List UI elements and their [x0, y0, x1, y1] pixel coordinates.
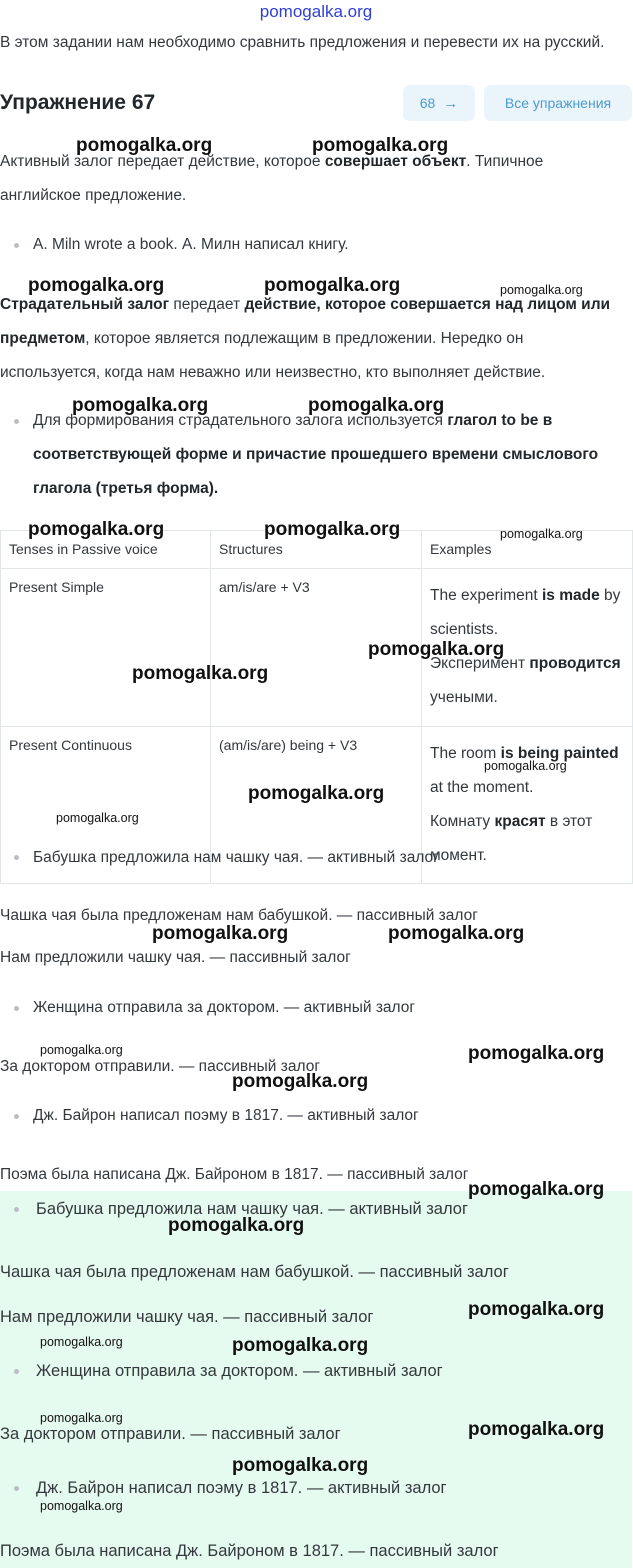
watermark-text: pomogalka.org	[308, 395, 445, 416]
active-bold: совершает объект	[324, 153, 467, 170]
table-row	[1, 569, 633, 727]
table-header: Structures	[211, 531, 422, 569]
watermark-text: pomogalka.org	[312, 135, 449, 156]
example-ru-text: в этот момент.	[430, 813, 593, 864]
formation-item	[33, 404, 623, 506]
watermark-text: pomogalka.org	[264, 275, 401, 296]
example-ru-text: Комнату	[430, 813, 495, 830]
bullet-dot	[14, 1114, 19, 1119]
table-header: Examples	[422, 531, 633, 569]
watermark-text: pomogalka.org	[232, 1071, 369, 1092]
table-cell-structure: (am/is/are) being + V3	[211, 727, 422, 884]
sentence-item: Бабушка предложила нам чашку чая. — активный залог	[33, 849, 439, 866]
watermark-text: pomogalka.org	[28, 519, 165, 540]
table-header: Tenses in Passive voice	[1, 531, 211, 569]
bullet-dot	[14, 1369, 19, 1374]
page-title: Упражнение 67	[0, 91, 156, 114]
watermark-text: pomogalka.org	[132, 663, 269, 684]
watermark-text: pomogalka.org	[40, 1411, 123, 1425]
example-en-bold: is made	[542, 587, 600, 604]
bullet-dot	[14, 1486, 19, 1491]
passive-voice-paragraph	[0, 288, 625, 390]
sentence-line: Поэма была написана Дж. Байроном в 1817. — пассивный залог	[0, 1166, 469, 1183]
example-en-text: by scientists.	[430, 587, 621, 638]
example-ru-text: Эксперимент	[430, 655, 530, 672]
passive-bold-2: действие, которое совершается над лицом или предметом	[0, 296, 611, 347]
bullet-dot	[14, 1207, 19, 1212]
watermark-text: pomogalka.org	[500, 283, 583, 297]
table-cell-tense: Present Simple	[1, 569, 211, 727]
arrow-right-icon: →	[443, 94, 459, 112]
watermark-text: pomogalka.org	[388, 923, 525, 944]
bullet-dot	[14, 419, 19, 424]
watermark-text: pomogalka.org	[500, 527, 583, 541]
watermark-text: pomogalka.org	[76, 135, 213, 156]
example-en-bold: is being painted	[500, 745, 619, 762]
sentence-item: Женщина отправила за доктором. — активный залог	[33, 999, 416, 1016]
example-ru-text: учеными.	[430, 689, 498, 706]
active-example: A. Miln wrote a book. А. Милн написал книгу.	[33, 236, 349, 253]
active-text-2: . Типичное английское предложение.	[0, 153, 544, 204]
table-cell-structure: am/is/are + V3	[211, 569, 422, 727]
answer-item: Бабушка предложила нам чашку чая. — активный залог	[36, 1200, 468, 1218]
passive-text-2: , которое является подлежащим в предложении. Нередко он используется, когда нам неважно или неизвестно, кто выполняет действие.	[0, 330, 546, 381]
answer-item: Женщина отправила за доктором. — активный залог	[36, 1362, 443, 1380]
active-text-1: Активный залог передает действие, которое	[0, 153, 325, 170]
next-exercise-button[interactable]	[403, 85, 475, 121]
intro-text: В этом задании нам необходимо сравнить предложения и перевести их на русский.	[0, 34, 605, 51]
formation-bold: глагол to be в соответствующей форме и причастие прошедшего времени смыслового глагола (третья форма).	[33, 412, 599, 497]
formation-text: Для формирования страдательного залога используется	[33, 412, 448, 429]
watermark-text: pomogalka.org	[56, 811, 139, 825]
watermark-text: pomogalka.org	[468, 1179, 605, 1200]
watermark-text: pomogalka.org	[368, 639, 505, 660]
sentence-line: Нам предложили чашку чая. — пассивный залог	[0, 949, 351, 966]
bullet-dot	[14, 1006, 19, 1011]
answer-line: За доктором отправили. — пассивный залог	[0, 1425, 341, 1443]
bullet-dot	[14, 855, 19, 860]
watermark-text: pomogalka.org	[152, 923, 289, 944]
example-en-text: The experiment	[430, 587, 542, 604]
watermark-text: pomogalka.org	[264, 519, 401, 540]
watermark-text: pomogalka.org	[72, 395, 209, 416]
watermark-text: pomogalka.org	[232, 1335, 369, 1356]
bullet-dot	[14, 243, 19, 248]
passive-table	[0, 530, 633, 884]
watermark-text: pomogalka.org	[40, 1499, 123, 1513]
watermark-text: pomogalka.org	[248, 783, 385, 804]
example-en-text: at the moment.	[430, 779, 534, 796]
watermark-text: pomogalka.org	[40, 1043, 123, 1057]
next-exercise-label: 68	[419, 95, 436, 111]
example-ru-bold: красят	[494, 813, 546, 830]
sentence-item: Дж. Байрон написал поэму в 1817. — активный залог	[33, 1107, 419, 1124]
watermark-text: pomogalka.org	[484, 759, 567, 773]
answer-line: Чашка чая была предложенам нам бабушкой. — пассивный залог	[0, 1263, 509, 1281]
all-exercises-button[interactable]: Все упражнения	[484, 85, 632, 121]
watermark-text: pomogalka.org	[40, 1335, 123, 1349]
example-en-text: The room	[430, 745, 501, 762]
example-ru-bold: проводится	[529, 655, 621, 672]
watermark-text: pomogalka.org	[468, 1299, 605, 1320]
intro-fade	[0, 54, 632, 74]
sentence-line: Чашка чая была предложенам нам бабушкой. — пассивный залог	[0, 907, 478, 924]
passive-text-1: передает	[169, 296, 245, 313]
answer-line: Нам предложили чашку чая. — пассивный залог	[0, 1308, 374, 1326]
watermark-text: pomogalka.org	[232, 1455, 369, 1476]
watermark-text: pomogalka.org	[168, 1215, 305, 1236]
passive-bold-1: Страдательный залог	[0, 296, 170, 313]
watermark-text: pomogalka.org	[28, 275, 165, 296]
watermark-text: pomogalka.org	[468, 1043, 605, 1064]
top-watermark: pomogalka.org	[259, 2, 373, 21]
answer-item: Дж. Байрон написал поэму в 1817. — активный залог	[36, 1479, 447, 1497]
sentence-line: За доктором отправили. — пассивный залог	[0, 1058, 320, 1075]
watermark-text: pomogalka.org	[468, 1419, 605, 1440]
table-cell-tense: Present Continuous	[1, 727, 211, 884]
answer-line: Поэма была написана Дж. Байроном в 1817. — пассивный залог	[0, 1542, 499, 1560]
